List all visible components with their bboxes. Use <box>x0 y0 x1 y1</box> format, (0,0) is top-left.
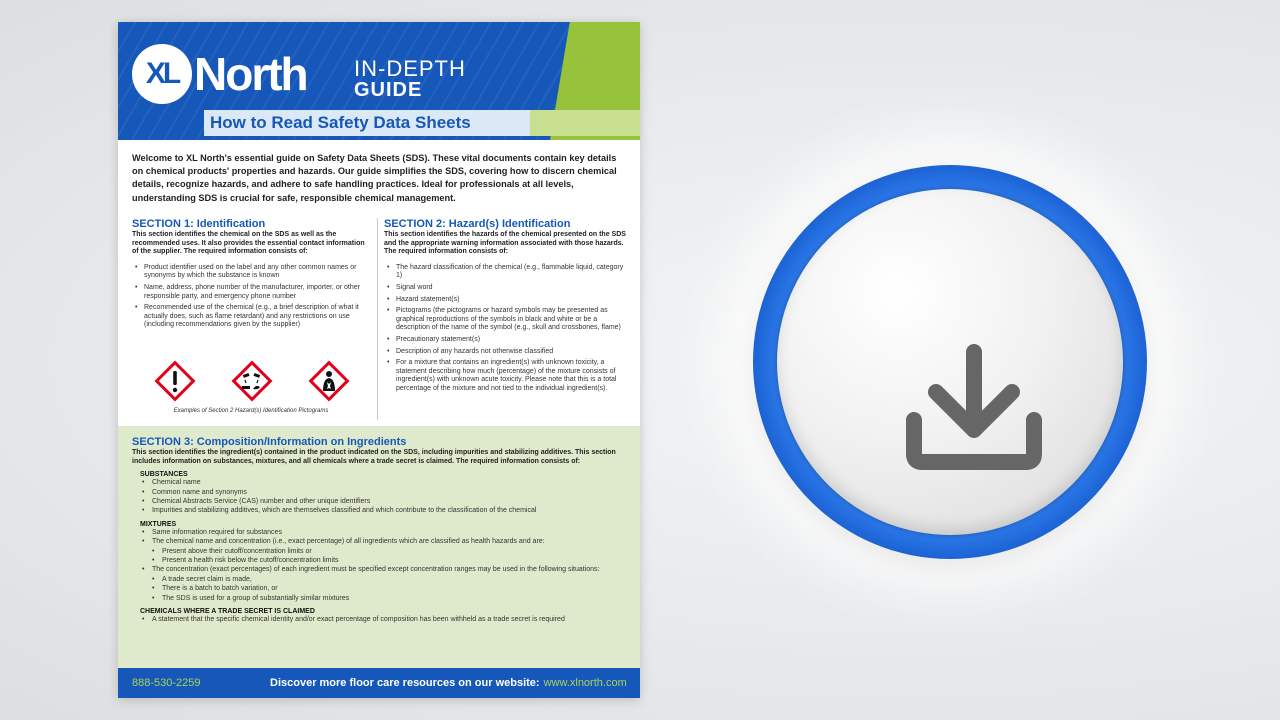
logo-xl-badge: XL <box>132 44 192 104</box>
document-title: How to Read Safety Data Sheets <box>210 113 471 132</box>
list-item: • Description of any hazards not otherwise classified <box>384 348 628 357</box>
intro-paragraph: Welcome to XL North's essential guide on Safety Data Sheets (SDS). These vital documents contain key details on chemical products' properties and hazards. Our guide simplifies the SDS, covering how to discern chemical details, recognize hazards, and adhere to safe handling practices. Ideal for professionals at all levels, understanding SDS is crucial for safe, responsible chemical management. <box>132 153 617 203</box>
download-button[interactable] <box>753 165 1147 559</box>
list-subitem: • There is a batch to batch variation, or <box>140 584 626 593</box>
list-subitem: • The SDS is used for a group of substantially similar mixtures <box>140 594 626 603</box>
mixtures-heading: MIXTURES <box>140 520 177 528</box>
section-1-list <box>132 264 370 330</box>
list-item: • Precautionary statement(s) <box>384 336 628 345</box>
exclamation-mark-icon <box>154 360 196 402</box>
trade-secret-list <box>140 615 626 624</box>
section-2 <box>384 218 628 397</box>
in-depth-guide-label <box>354 58 466 100</box>
column-divider <box>377 218 378 420</box>
list-subitem: • Present above their cutoff/concentration limits or <box>140 547 626 556</box>
pictogram-caption: Examples of Section 2 Hazard(s) Identification Pictograms <box>173 408 329 414</box>
section-3-description: This section identifies the ingredient(s) contained in the product indicated on the SDS, including impurities and stabilizing additives. This section includes information on substances, mixtures, and all chemicals where a trade secret is claimed. The required information consists of: <box>132 449 616 465</box>
section-2-description: This section identifies the hazards of the chemical presented on the SDS and the appropriate warning information associated with those hazards. The required information consists of: <box>384 231 626 256</box>
list-item: • The hazard classification of the chemical (e.g., flammable liquid, category 1) <box>384 264 628 281</box>
list-item: • The chemical name and concentration (i.e., exact percentage) of all ingredients which are classified as health hazards and are: <box>140 537 626 546</box>
list-subitem: • A trade secret claim is made, <box>140 575 626 584</box>
section-3 <box>118 426 640 668</box>
list-item: • A statement that the specific chemical identity and/or exact percentage of composition has been withheld as a trade secret is required <box>140 615 626 624</box>
logo-north-text: North <box>194 48 307 100</box>
title-bar-green-tail <box>530 110 640 136</box>
hazard-pictograms <box>154 360 350 402</box>
health-hazard-icon <box>308 360 350 402</box>
list-item: • Same information required for substances <box>140 528 626 537</box>
list-item: • Chemical name <box>140 478 626 487</box>
list-item: • Impurities and stabilizing additives, which are themselves classified and which contribute to the classification of the chemical <box>140 506 626 515</box>
list-item: • Hazard statement(s) <box>384 296 628 305</box>
list-item: • For a mixture that contains an ingredient(s) with unknown toxicity, a statement describing how much (percentage) of the mixture consists of ingredient(s) with unknown acute toxicity. Please note that this is a total percentage of the mixture and not tied to the individual ingredient(s). <box>384 359 628 393</box>
footer-website-link[interactable]: www.xlnorth.com <box>543 677 627 689</box>
section-2-list <box>384 264 628 394</box>
mixtures-list <box>140 528 626 603</box>
substances-list <box>140 478 626 516</box>
list-item: • Common name and synonyms <box>140 488 626 497</box>
list-item: • The concentration (exact percentages) of each ingredient must be specified except concentration ranges may be used in the following situations: <box>140 565 626 574</box>
trade-secret-heading: CHEMICALS WHERE A TRADE SECRET IS CLAIMED <box>140 608 315 616</box>
section-1 <box>132 218 370 333</box>
footer-phone: 888-530-2259 <box>132 677 201 689</box>
substances-heading: SUBSTANCES <box>140 471 188 479</box>
xl-north-logo <box>132 44 307 104</box>
list-item: • Recommended use of the chemical (e.g., a brief description of what it actually does, such as flame retardant) and any restrictions on use (including recommendations given by the supplier) <box>132 304 370 330</box>
guide-line-2: GUIDE <box>354 79 423 101</box>
section-1-title: SECTION 1: Identification <box>132 218 266 230</box>
list-item: • Signal word <box>384 284 628 293</box>
download-button-face[interactable] <box>777 189 1123 535</box>
document-footer <box>118 668 640 698</box>
corrosion-icon <box>231 360 273 402</box>
download-icon <box>904 342 1044 472</box>
guide-line-1: IN-DEPTH <box>354 56 466 81</box>
list-item: • Name, address, phone number of the manufacturer, importer, or other responsible party, and emergency phone number <box>132 284 370 301</box>
document-header <box>118 22 640 140</box>
section-1-description: This section identifies the chemical on the SDS as well as the recommended uses. It also provides the essential contact information of the supplier. The required information consists of: <box>132 231 365 256</box>
section-2-title: SECTION 2: Hazard(s) Identification <box>384 218 571 230</box>
section-3-title: SECTION 3: Composition/Information on Ingredients <box>132 436 407 448</box>
sds-guide-document <box>118 22 640 698</box>
footer-discover-text: Discover more floor care resources on our website: <box>270 677 540 689</box>
list-item: • Chemical Abstracts Service (CAS) number and other unique identifiers <box>140 497 626 506</box>
list-item: • Pictograms (the pictograms or hazard symbols may be presented as graphical reproductions of the symbols in black and white or be a description of the name of the symbol (e.g., skull and crossbones, flame) <box>384 307 628 333</box>
document-title-bar <box>204 110 640 136</box>
list-item: • Product identifier used on the label and any other common names or synonyms by which the substance is known <box>132 264 370 281</box>
list-subitem: • Present a health risk below the cutoff/concentration limits <box>140 556 626 565</box>
